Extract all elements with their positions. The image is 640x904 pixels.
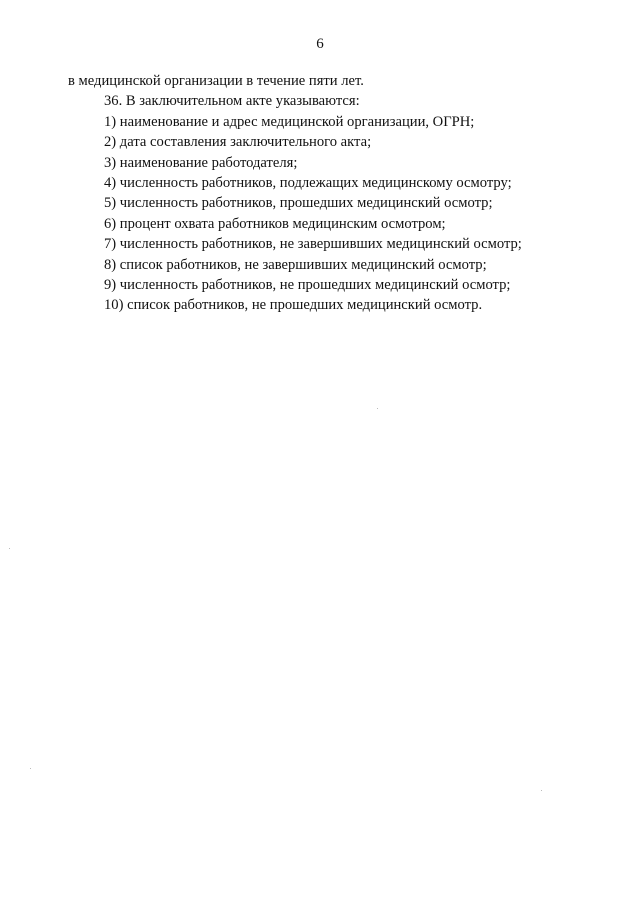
scan-speck bbox=[377, 408, 378, 409]
scan-speck bbox=[541, 790, 542, 791]
list-item: 9) численность работников, не прошедших медицинский осмотр; bbox=[104, 277, 511, 294]
scan-speck bbox=[9, 548, 10, 549]
list-item: 10) список работников, не прошедших медицинский осмотр. bbox=[104, 297, 483, 314]
list-item: 1) наименование и адрес медицинской организации, ОГРН; bbox=[104, 113, 475, 130]
page-number: 6 bbox=[316, 36, 324, 52]
list-item: 8) список работников, не завершивших медицинский осмотр; bbox=[104, 256, 487, 273]
list-item: 2) дата составления заключительного акта; bbox=[104, 134, 372, 151]
list-item: 3) наименование работодателя; bbox=[104, 154, 298, 171]
continuation-line: в медицинской организации в течение пяти лет. bbox=[68, 73, 364, 89]
list-item: 7) численность работников, не завершивших медицинский осмотр; bbox=[104, 236, 522, 253]
list-item: 6) процент охвата работников медицинским осмотром; bbox=[104, 215, 446, 232]
list-item: 5) численность работников, прошедших медицинский осмотр; bbox=[104, 195, 493, 212]
document-body bbox=[68, 71, 588, 316]
list-item: 4) численность работников, подлежащих медицинскому осмотру; bbox=[104, 175, 512, 192]
scan-speck bbox=[30, 768, 31, 769]
clause-heading: 36. В заключительном акте указываются: bbox=[104, 93, 360, 110]
